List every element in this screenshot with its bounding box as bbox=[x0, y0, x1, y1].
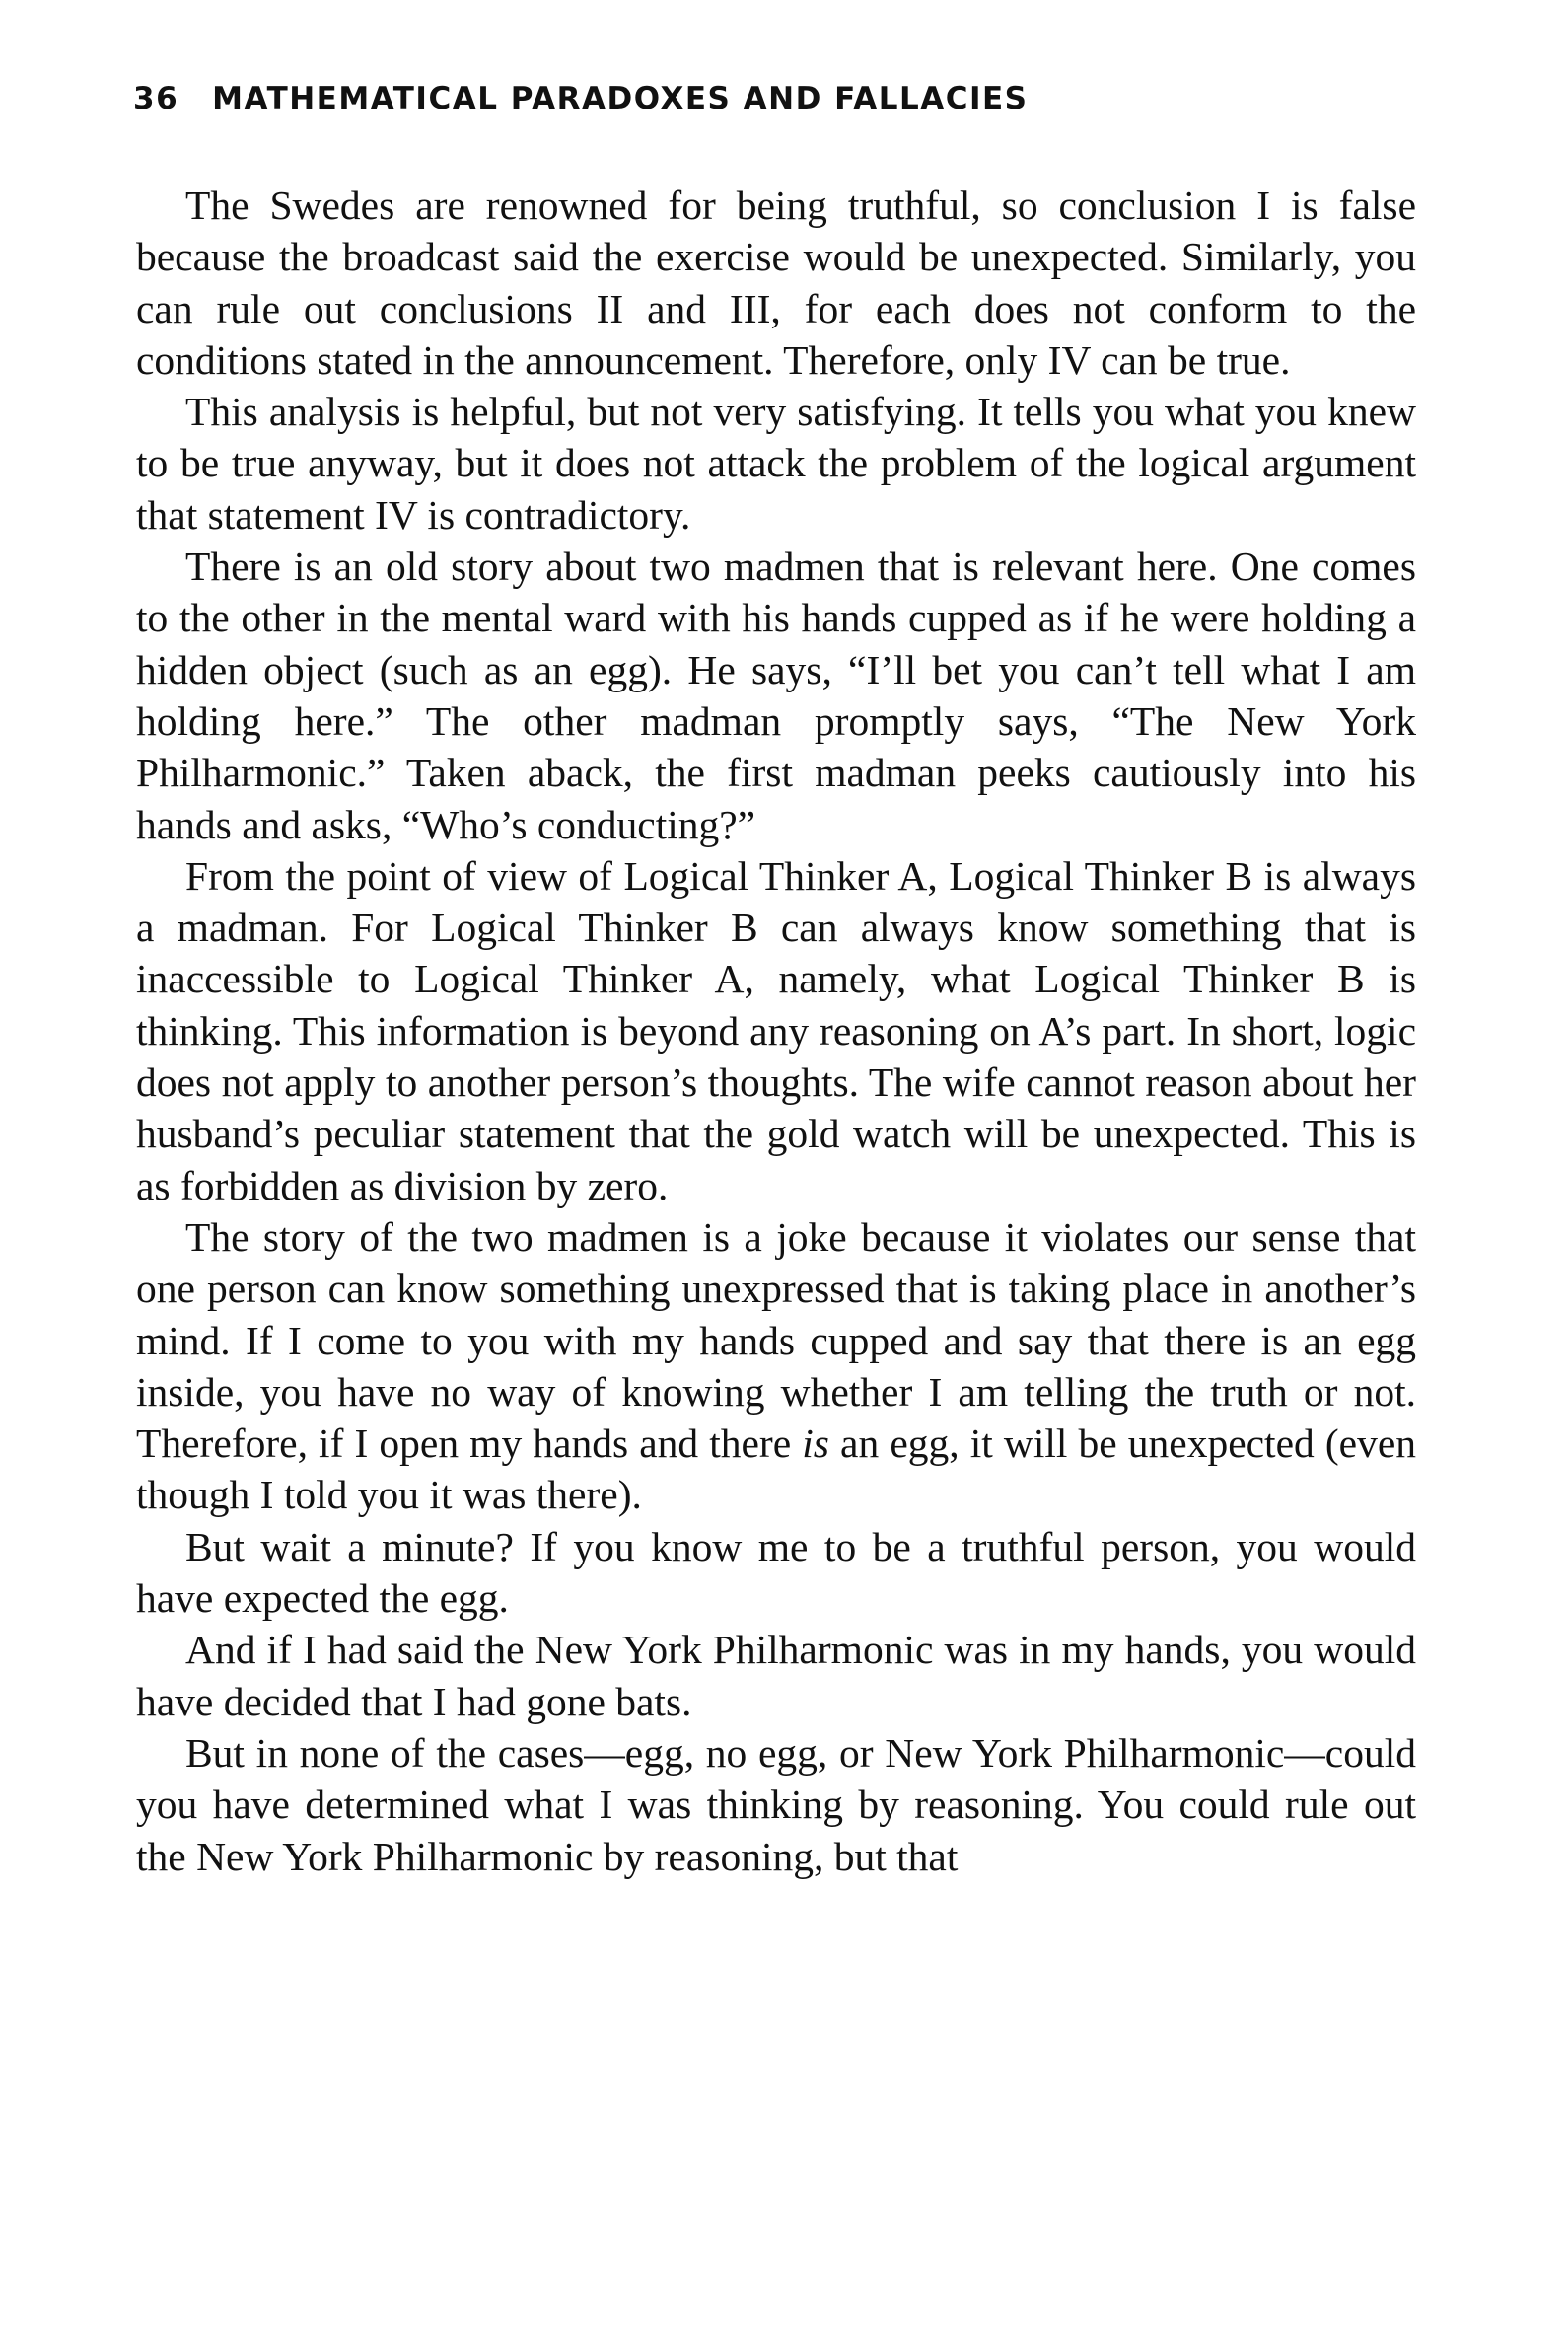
paragraph-two-madmen-story: There is an old story about two madmen that is relevant here. One comes to the other in the mental ward with his hands cupped as if he were holding a hidden object (such as an egg). He says, “I’ll bet you can’t tell what I am holding here.” The other madman promptly says, “The New York Philharmonic.” Taken aback, the first madman peeks cautiously into his hands and asks, “Who’s conducting?” bbox=[136, 544, 1416, 847]
paragraph-none-of-the-cases: But in none of the cases—egg, no egg, or New York Philharmonic—could you have determined what I was thinking by reasoning. You could rule out the New York Philharmonic by reasoning, but that bbox=[136, 1729, 1416, 1879]
paragraph-analysis: This analysis is helpful, but not very satisfying. It tells you what you knew to be true anyway, but it does not attack the problem of the logical argument that statement IV is contradictory. bbox=[136, 389, 1416, 538]
emphasis-is: is bbox=[802, 1420, 829, 1467]
body-text bbox=[136, 180, 1416, 1882]
paragraph-philharmonic-bats: And if I had said the New York Philharmonic was in my hands, you would have decided that I had gone bats. bbox=[136, 1627, 1416, 1724]
paragraph-text: an egg, it will be unexpected (even though I told you it was there). bbox=[136, 1420, 1416, 1518]
running-head bbox=[133, 81, 1435, 116]
running-title: MATHEMATICAL PARADOXES AND FALLACIES bbox=[212, 81, 1029, 116]
paragraph-swedes-conclusion: The Swedes are renowned for being truthful, so conclusion I is false because the broadcast said the exercise would be unexpected. Similarly, you can rule out conclusions II and III, for each does not conform to the conditions stated in the announcement. Therefore, only IV can be true. bbox=[136, 182, 1416, 383]
page-number: 36 bbox=[133, 81, 179, 116]
paragraph-wait-a-minute: But wait a minute? If you know me to be a truthful person, you would have expected the egg. bbox=[136, 1523, 1416, 1622]
paragraph-madmen-joke bbox=[136, 1211, 1416, 1521]
paragraph-text: The story of the two madmen is a joke because it violates our sense that one person can know something unexpressed that is taking place in another’s mind. If I come to you with my hands cupped and say that there is an egg inside, you have no way of knowing whether I am telling the truth or not. Therefore, if I open my hands and there bbox=[136, 1213, 1416, 1467]
paragraph-logical-thinkers: From the point of view of Logical Thinker A, Logical Thinker B is always a madman. For Logical Thinker B can always know something that is inaccessible to Logical Thinker A, namely, what Logical Thinker B is thinking. This information is beyond any reasoning on A’s part. In short, logic does not apply to another person’s thoughts. The wife cannot reason about her husband’s peculiar statement that the gold watch will be unexpected. This is as forbidden as division by zero. bbox=[136, 852, 1416, 1208]
